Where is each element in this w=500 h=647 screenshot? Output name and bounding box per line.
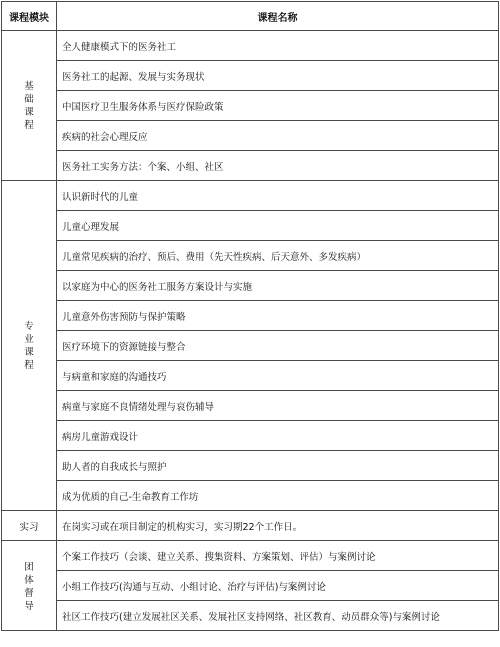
course-cell: 医务社工的起源、发展与实务现状 xyxy=(57,61,499,91)
module-cell-internship xyxy=(2,511,57,541)
module-label-internship: 实习 xyxy=(19,521,39,533)
course-cell: 医疗环境下的资源链接与整合 xyxy=(57,331,499,361)
course-cell: 小组工作技巧(沟通与互动、小组讨论、治疗与评估)与案例讨论 xyxy=(57,571,499,601)
course-cell: 病房儿童游戏设计 xyxy=(57,421,499,451)
course-cell: 儿童心理发展 xyxy=(57,211,499,241)
course-cell: 病童与家庭不良情绪处理与哀伤辅导 xyxy=(57,391,499,421)
table-row xyxy=(2,31,499,61)
course-cell: 儿童常见疾病的治疗、预后、费用（先天性疾病、后天意外、多发疾病） xyxy=(57,241,499,271)
table-row xyxy=(2,61,499,91)
course-cell: 与病童和家庭的沟通技巧 xyxy=(57,361,499,391)
table-row xyxy=(2,121,499,151)
module-label-supervision: 团体督导 xyxy=(24,562,34,612)
table-row xyxy=(2,151,499,181)
table-row xyxy=(2,571,499,601)
table-row xyxy=(2,481,499,511)
course-cell: 中国医疗卫生服务体系与医疗保险政策 xyxy=(57,91,499,121)
course-cell: 认识新时代的儿童 xyxy=(57,181,499,211)
course-cell: 个案工作技巧（会谈、建立关系、搜集资料、方案策划、评估）与案例讨论 xyxy=(57,541,499,571)
table-row xyxy=(2,391,499,421)
table-row xyxy=(2,181,499,211)
table-row xyxy=(2,421,499,451)
header-row xyxy=(2,2,499,31)
table-row xyxy=(2,541,499,571)
module-cell-professional xyxy=(2,181,57,511)
course-cell: 疾病的社会心理反应 xyxy=(57,121,499,151)
table-row xyxy=(2,241,499,271)
curriculum-table xyxy=(1,1,499,631)
module-column-header: 课程模块 xyxy=(2,2,57,31)
course-cell: 儿童意外伤害预防与保护策略 xyxy=(57,301,499,331)
module-label-basic: 基础课程 xyxy=(24,80,34,131)
course-cell: 在岗实习或在项目制定的机构实习，实习期22个工作日。 xyxy=(57,511,499,541)
module-cell-supervision xyxy=(2,541,57,631)
course-cell: 社区工作技巧(建立发展社区关系、发展社区支持网络、社区教育、动员群众等)与案例讨论 xyxy=(57,601,499,631)
course-cell: 医务社工实务方法：个案、小组、社区 xyxy=(57,151,499,181)
course-column-header: 课程名称 xyxy=(57,2,499,31)
table-row xyxy=(2,451,499,481)
table-row xyxy=(2,601,499,631)
table-row xyxy=(2,211,499,241)
course-cell: 全人健康模式下的医务社工 xyxy=(57,31,499,61)
table-row xyxy=(2,361,499,391)
table-row xyxy=(2,511,499,541)
table-row xyxy=(2,331,499,361)
table-row xyxy=(2,91,499,121)
module-label-professional: 专业课程 xyxy=(24,320,34,371)
table-row xyxy=(2,301,499,331)
course-cell: 助人者的自我成长与照护 xyxy=(57,451,499,481)
module-cell-basic xyxy=(2,31,57,181)
course-cell: 以家庭为中心的医务社工服务方案设计与实施 xyxy=(57,271,499,301)
table-row xyxy=(2,271,499,301)
course-cell: 成为优质的自己-生命教育工作坊 xyxy=(57,481,499,511)
